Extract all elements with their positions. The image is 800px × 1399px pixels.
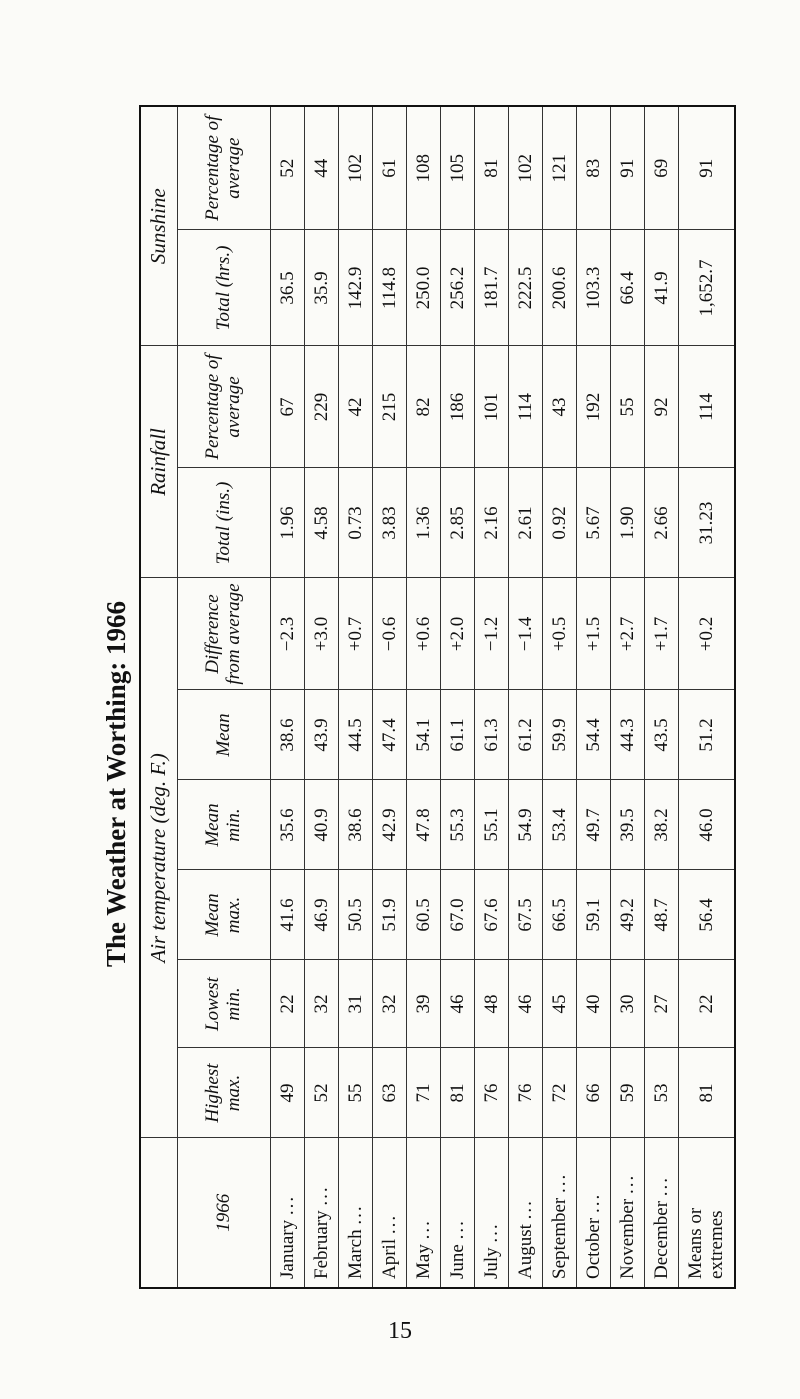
means-mean-max: 56.4 xyxy=(679,870,736,960)
cell-highest-max: 76 xyxy=(509,1048,543,1138)
cell-rain-total: 2.85 xyxy=(441,468,475,578)
cell-sun-total: 222.5 xyxy=(509,230,543,346)
cell-rain-total: 2.16 xyxy=(475,468,509,578)
header-sun-total: Total (hrs.) xyxy=(178,230,271,346)
cell-mean-max: 59.1 xyxy=(577,870,611,960)
table-row xyxy=(611,106,645,1288)
cell-highest-max: 63 xyxy=(373,1048,407,1138)
month-name: June xyxy=(446,1244,468,1279)
month-name: March xyxy=(344,1229,366,1279)
cell-rain-pct: 192 xyxy=(577,346,611,468)
month-label xyxy=(577,1138,611,1288)
month-name: February xyxy=(310,1210,332,1279)
cell-difference: +2.0 xyxy=(441,578,475,690)
means-label-line2: extremes xyxy=(705,1210,727,1279)
month-label xyxy=(407,1138,441,1288)
table-body xyxy=(271,106,679,1288)
cell-rain-pct: 114 xyxy=(509,346,543,468)
cell-lowest-min: 30 xyxy=(611,960,645,1048)
group-sunshine: Sunshine xyxy=(140,106,178,346)
cell-lowest-min: 32 xyxy=(305,960,339,1048)
cell-mean-max: 51.9 xyxy=(373,870,407,960)
leader-dots: ... xyxy=(480,1222,502,1243)
leader-dots: ... xyxy=(582,1192,604,1214)
cell-difference: −1.4 xyxy=(509,578,543,690)
cell-lowest-min: 46 xyxy=(509,960,543,1048)
cell-mean-min: 54.9 xyxy=(509,780,543,870)
cell-rain-pct: 186 xyxy=(441,346,475,468)
means-mean: 51.2 xyxy=(679,690,736,780)
header-lowest-min: Lowest min. xyxy=(178,960,271,1048)
means-row xyxy=(679,106,736,1288)
means-rain-percentage: 114 xyxy=(679,346,736,468)
leader-dots: ... xyxy=(412,1219,434,1240)
cell-rain-pct: 229 xyxy=(305,346,339,468)
cell-mean: 44.5 xyxy=(339,690,373,780)
cell-rain-total: 3.83 xyxy=(373,468,407,578)
cell-rain-pct: 55 xyxy=(611,346,645,468)
month-name: May xyxy=(412,1244,434,1279)
table-row xyxy=(441,106,475,1288)
cell-highest-max: 81 xyxy=(441,1048,475,1138)
table-row xyxy=(407,106,441,1288)
cell-rain-pct: 43 xyxy=(543,346,577,468)
leader-dots: ... xyxy=(344,1204,366,1225)
cell-mean: 47.4 xyxy=(373,690,407,780)
cell-sun-total: 200.6 xyxy=(543,230,577,346)
cell-mean-min: 47.8 xyxy=(407,780,441,870)
header-highest-max: Highest max. xyxy=(178,1048,271,1138)
cell-sun-total: 41.9 xyxy=(645,230,679,346)
cell-lowest-min: 48 xyxy=(475,960,509,1048)
table-row xyxy=(305,106,339,1288)
means-rain-total: 31.23 xyxy=(679,468,736,578)
table-row xyxy=(475,106,509,1288)
cell-sun-pct: 81 xyxy=(475,106,509,230)
cell-mean-min: 55.1 xyxy=(475,780,509,870)
cell-rain-total: 2.66 xyxy=(645,468,679,578)
cell-lowest-min: 22 xyxy=(271,960,305,1048)
cell-mean: 61.2 xyxy=(509,690,543,780)
cell-rain-total: 1.90 xyxy=(611,468,645,578)
leader-dots: ... xyxy=(378,1213,400,1235)
cell-mean: 38.6 xyxy=(271,690,305,780)
leader-dots: ... xyxy=(514,1199,536,1220)
cell-sun-total: 256.2 xyxy=(441,230,475,346)
month-name: October xyxy=(582,1217,604,1279)
cell-mean-max: 67.0 xyxy=(441,870,475,960)
cell-sun-pct: 108 xyxy=(407,106,441,230)
month-name: November xyxy=(616,1198,638,1279)
cell-lowest-min: 32 xyxy=(373,960,407,1048)
cell-highest-max: 76 xyxy=(475,1048,509,1138)
cell-mean: 54.4 xyxy=(577,690,611,780)
leader-dots: ... xyxy=(276,1194,298,1216)
cell-difference: +2.7 xyxy=(611,578,645,690)
cell-lowest-min: 31 xyxy=(339,960,373,1048)
cell-mean-max: 48.7 xyxy=(645,870,679,960)
means-mean-min: 46.0 xyxy=(679,780,736,870)
cell-sun-pct: 102 xyxy=(339,106,373,230)
month-label xyxy=(271,1138,305,1288)
cell-difference: −0.6 xyxy=(373,578,407,690)
cell-highest-max: 52 xyxy=(305,1048,339,1138)
cell-mean-min: 38.6 xyxy=(339,780,373,870)
cell-highest-max: 53 xyxy=(645,1048,679,1138)
group-empty xyxy=(140,1138,178,1288)
month-name: September xyxy=(548,1197,570,1279)
cell-sun-pct: 91 xyxy=(611,106,645,230)
month-label xyxy=(373,1138,407,1288)
cell-lowest-min: 46 xyxy=(441,960,475,1048)
month-name: July xyxy=(480,1247,502,1279)
cell-sun-total: 66.4 xyxy=(611,230,645,346)
cell-lowest-min: 27 xyxy=(645,960,679,1048)
table-row xyxy=(577,106,611,1288)
means-sun-percentage: 91 xyxy=(679,106,736,230)
leader-dots: ... xyxy=(616,1173,638,1195)
weather-table xyxy=(139,105,736,1289)
cell-sun-pct: 44 xyxy=(305,106,339,230)
cell-difference: +0.7 xyxy=(339,578,373,690)
cell-difference: −1.2 xyxy=(475,578,509,690)
page-number: 15 xyxy=(388,1318,412,1344)
cell-rain-total: 1.96 xyxy=(271,468,305,578)
means-highest-max: 81 xyxy=(679,1048,736,1138)
header-rain-total: Total (ins.) xyxy=(178,468,271,578)
table-row xyxy=(543,106,577,1288)
cell-sun-pct: 121 xyxy=(543,106,577,230)
group-rainfall: Rainfall xyxy=(140,346,178,578)
group-air-temperature: Air temperature (deg. F.) xyxy=(140,578,178,1138)
cell-rain-total: 2.61 xyxy=(509,468,543,578)
leader-dots: ... xyxy=(446,1219,468,1240)
cell-sun-total: 142.9 xyxy=(339,230,373,346)
table-row xyxy=(373,106,407,1288)
cell-highest-max: 49 xyxy=(271,1048,305,1138)
cell-mean-min: 35.6 xyxy=(271,780,305,870)
cell-mean-max: 46.9 xyxy=(305,870,339,960)
cell-rain-total: 4.58 xyxy=(305,468,339,578)
month-name: April xyxy=(378,1238,400,1279)
cell-highest-max: 71 xyxy=(407,1048,441,1138)
cell-sun-total: 181.7 xyxy=(475,230,509,346)
month-label xyxy=(543,1138,577,1288)
month-name: January xyxy=(276,1219,298,1279)
cell-difference: +1.5 xyxy=(577,578,611,690)
cell-rain-total: 0.73 xyxy=(339,468,373,578)
cell-highest-max: 72 xyxy=(543,1048,577,1138)
cell-mean-min: 38.2 xyxy=(645,780,679,870)
page-title: The Weather at Worthing: 1966 xyxy=(101,600,131,967)
means-label-line1: Means or xyxy=(684,1207,706,1279)
cell-sun-total: 103.3 xyxy=(577,230,611,346)
cell-difference: +0.6 xyxy=(407,578,441,690)
cell-highest-max: 55 xyxy=(339,1048,373,1138)
leader-dots: ... xyxy=(310,1185,332,1206)
table-row xyxy=(509,106,543,1288)
cell-mean: 43.5 xyxy=(645,690,679,780)
header-year: 1966 xyxy=(178,1138,271,1288)
cell-mean-max: 66.5 xyxy=(543,870,577,960)
rotated-table-block xyxy=(94,107,727,1289)
cell-mean-max: 67.6 xyxy=(475,870,509,960)
month-name: December xyxy=(650,1200,672,1279)
means-sun-total: 1,652.7 xyxy=(679,230,736,346)
cell-rain-pct: 67 xyxy=(271,346,305,468)
cell-sun-total: 250.0 xyxy=(407,230,441,346)
cell-rain-pct: 42 xyxy=(339,346,373,468)
cell-mean-max: 67.5 xyxy=(509,870,543,960)
table-row xyxy=(339,106,373,1288)
cell-mean-max: 50.5 xyxy=(339,870,373,960)
cell-mean: 54.1 xyxy=(407,690,441,780)
cell-rain-total: 5.67 xyxy=(577,468,611,578)
table-row xyxy=(271,106,305,1288)
cell-mean-max: 41.6 xyxy=(271,870,305,960)
cell-lowest-min: 45 xyxy=(543,960,577,1048)
cell-sun-total: 35.9 xyxy=(305,230,339,346)
header-sun-percentage: Percentage of average xyxy=(178,106,271,230)
cell-sun-pct: 102 xyxy=(509,106,543,230)
cell-mean: 59.9 xyxy=(543,690,577,780)
month-label xyxy=(441,1138,475,1288)
header-mean-max: Mean max. xyxy=(178,870,271,960)
month-label xyxy=(305,1138,339,1288)
cell-mean-max: 49.2 xyxy=(611,870,645,960)
cell-lowest-min: 39 xyxy=(407,960,441,1048)
cell-mean-min: 55.3 xyxy=(441,780,475,870)
cell-rain-pct: 215 xyxy=(373,346,407,468)
leader-dots: ... xyxy=(548,1172,570,1193)
cell-sun-pct: 83 xyxy=(577,106,611,230)
cell-rain-pct: 82 xyxy=(407,346,441,468)
cell-mean-min: 39.5 xyxy=(611,780,645,870)
header-mean-min: Mean min. xyxy=(178,780,271,870)
month-label xyxy=(645,1138,679,1288)
cell-mean: 43.9 xyxy=(305,690,339,780)
cell-rain-total: 1.36 xyxy=(407,468,441,578)
cell-mean-min: 42.9 xyxy=(373,780,407,870)
cell-mean-min: 53.4 xyxy=(543,780,577,870)
month-label xyxy=(509,1138,543,1288)
cell-sun-total: 114.8 xyxy=(373,230,407,346)
cell-difference: +0.5 xyxy=(543,578,577,690)
month-label xyxy=(339,1138,373,1288)
cell-sun-pct: 105 xyxy=(441,106,475,230)
cell-difference: +3.0 xyxy=(305,578,339,690)
header-mean: Mean xyxy=(178,690,271,780)
cell-difference: −2.3 xyxy=(271,578,305,690)
cell-mean-max: 60.5 xyxy=(407,870,441,960)
month-label xyxy=(475,1138,509,1288)
means-lowest-min: 22 xyxy=(679,960,736,1048)
cell-mean-min: 49.7 xyxy=(577,780,611,870)
cell-sun-pct: 52 xyxy=(271,106,305,230)
cell-sun-pct: 69 xyxy=(645,106,679,230)
cell-lowest-min: 40 xyxy=(577,960,611,1048)
cell-mean: 44.3 xyxy=(611,690,645,780)
header-difference: Difference from average xyxy=(178,578,271,690)
cell-rain-pct: 92 xyxy=(645,346,679,468)
cell-rain-pct: 101 xyxy=(475,346,509,468)
cell-rain-total: 0.92 xyxy=(543,468,577,578)
cell-mean: 61.3 xyxy=(475,690,509,780)
means-label xyxy=(679,1138,736,1288)
cell-highest-max: 59 xyxy=(611,1048,645,1138)
leader-dots: ... xyxy=(650,1175,672,1197)
month-name: August xyxy=(514,1224,536,1279)
cell-mean: 61.1 xyxy=(441,690,475,780)
cell-mean-min: 40.9 xyxy=(305,780,339,870)
header-rain-percentage: Percentage of average xyxy=(178,346,271,468)
cell-sun-pct: 61 xyxy=(373,106,407,230)
cell-sun-total: 36.5 xyxy=(271,230,305,346)
cell-highest-max: 66 xyxy=(577,1048,611,1138)
means-difference: +0.2 xyxy=(679,578,736,690)
month-label xyxy=(611,1138,645,1288)
cell-difference: +1.7 xyxy=(645,578,679,690)
table-row xyxy=(645,106,679,1288)
